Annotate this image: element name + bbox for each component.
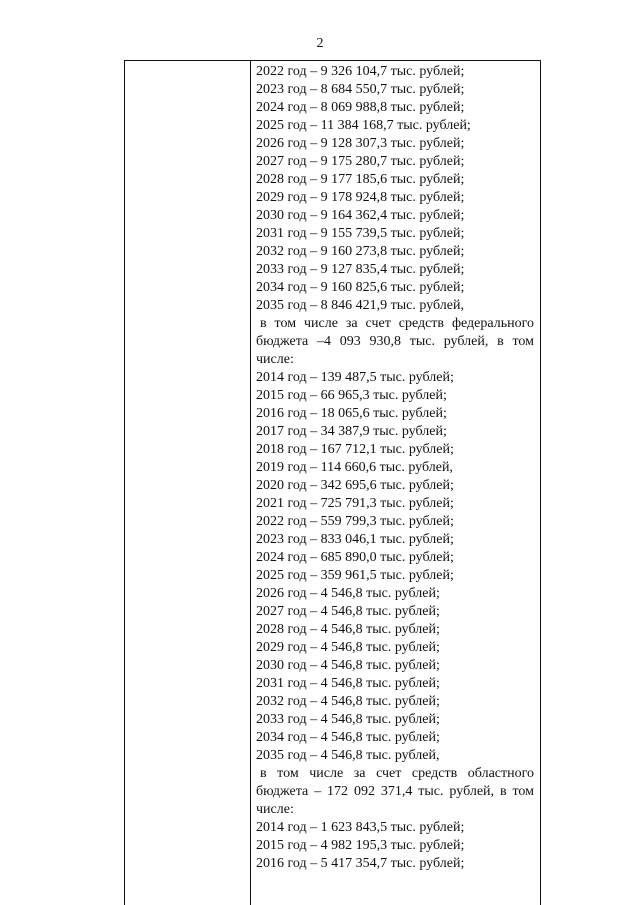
year-amount-line: 2016 год – 5 417 354,7 тыс. рублей; bbox=[256, 856, 465, 871]
year-amount-line: 2033 год – 4 546,8 тыс. рублей; bbox=[256, 712, 440, 727]
funding-by-year-regional bbox=[256, 819, 534, 873]
year-amount-line: 2032 год – 9 160 273,8 тыс. рублей; bbox=[256, 244, 465, 259]
year-amount-line: 2034 год – 4 546,8 тыс. рублей; bbox=[256, 730, 440, 745]
year-amount-line: 2031 год – 9 155 739,5 тыс. рублей; bbox=[256, 226, 465, 241]
year-amount-line: 2034 год – 9 160 825,6 тыс. рублей; bbox=[256, 280, 465, 295]
year-amount-line: 2030 год – 9 164 362,4 тыс. рублей; bbox=[256, 208, 465, 223]
year-amount-line: 2014 год – 139 487,5 тыс. рублей; bbox=[256, 370, 454, 385]
year-amount-line: 2026 год – 9 128 307,3 тыс. рублей; bbox=[256, 136, 465, 151]
year-amount-line: 2015 год – 66 965,3 тыс. рублей; bbox=[256, 388, 447, 403]
table-content-cell bbox=[256, 63, 534, 873]
year-amount-line: 2025 год – 359 961,5 тыс. рублей; bbox=[256, 568, 454, 583]
year-amount-line: 2022 год – 559 799,3 тыс. рублей; bbox=[256, 514, 454, 529]
year-amount-line: 2020 год – 342 695,6 тыс. рублей; bbox=[256, 478, 454, 493]
year-amount-line: 2025 год – 11 384 168,7 тыс. рублей; bbox=[256, 118, 471, 133]
year-amount-line: 2023 год – 833 046,1 тыс. рублей; bbox=[256, 532, 454, 547]
year-amount-line: 2027 год – 4 546,8 тыс. рублей; bbox=[256, 604, 440, 619]
year-amount-line: 2031 год – 4 546,8 тыс. рублей; bbox=[256, 676, 440, 691]
year-amount-line: 2028 год – 4 546,8 тыс. рублей; bbox=[256, 622, 440, 637]
year-amount-line: 2016 год – 18 065,6 тыс. рублей; bbox=[256, 406, 447, 421]
year-amount-line: 2023 год – 8 684 550,7 тыс. рублей; bbox=[256, 82, 465, 97]
year-amount-line: 2019 год – 114 660,6 тыс. рублей, bbox=[256, 460, 453, 475]
year-amount-line: 2027 год – 9 175 280,7 тыс. рублей; bbox=[256, 154, 465, 169]
year-amount-line: 2018 год – 167 712,1 тыс. рублей; bbox=[256, 442, 454, 457]
year-amount-line: 2035 год – 4 546,8 тыс. рублей, bbox=[256, 748, 440, 763]
year-amount-line: 2035 год – 8 846 421,9 тыс. рублей, bbox=[256, 298, 464, 313]
year-amount-line: 2032 год – 4 546,8 тыс. рублей; bbox=[256, 694, 440, 709]
year-amount-line: 2021 год – 725 791,3 тыс. рублей; bbox=[256, 496, 454, 511]
year-amount-line: 2017 год – 34 387,9 тыс. рублей; bbox=[256, 424, 447, 439]
year-amount-line: 2033 год – 9 127 835,4 тыс. рублей; bbox=[256, 262, 465, 277]
year-amount-line: 2024 год – 685 890,0 тыс. рублей; bbox=[256, 550, 454, 565]
document-table bbox=[124, 60, 541, 905]
year-amount-line: 2030 год – 4 546,8 тыс. рублей; bbox=[256, 658, 440, 673]
funding-by-year-federal bbox=[256, 369, 534, 765]
year-amount-line: 2029 год – 9 178 924,8 тыс. рублей; bbox=[256, 190, 465, 205]
funding-by-year-total bbox=[256, 63, 534, 315]
column-divider bbox=[250, 61, 251, 905]
year-amount-line: 2022 год – 9 326 104,7 тыс. рублей; bbox=[256, 64, 465, 79]
year-amount-line: 2014 год – 1 623 843,5 тыс. рублей; bbox=[256, 820, 465, 835]
federal-budget-paragraph: в том числе за счет средств федерального бюджета –4 093 930,8 тыс. рублей, в том числе: bbox=[256, 316, 534, 367]
year-amount-line: 2024 год – 8 069 988,8 тыс. рублей; bbox=[256, 100, 465, 115]
year-amount-line: 2029 год – 4 546,8 тыс. рублей; bbox=[256, 640, 440, 655]
year-amount-line: 2026 год – 4 546,8 тыс. рублей; bbox=[256, 586, 440, 601]
page-number: 2 bbox=[316, 36, 324, 51]
year-amount-line: 2015 год – 4 982 195,3 тыс. рублей; bbox=[256, 838, 465, 853]
regional-budget-paragraph: в том числе за счет средств областного бюджета – 172 092 371,4 тыс. рублей, в том числе: bbox=[256, 766, 534, 817]
year-amount-line: 2028 год – 9 177 185,6 тыс. рублей; bbox=[256, 172, 465, 187]
